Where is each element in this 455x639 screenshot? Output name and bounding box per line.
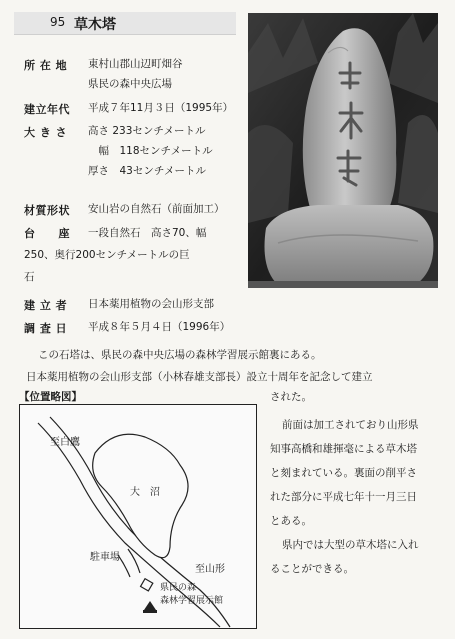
location-value [88, 54, 183, 94]
paragraph-4 [270, 533, 445, 581]
entry-number: 95 [50, 15, 66, 29]
monument-photo [248, 13, 438, 288]
paragraph-3-line-1: 前面は加工されており山形県 [282, 419, 419, 431]
survey-value [88, 317, 230, 337]
monument-photo-image [248, 13, 438, 288]
size-value [88, 121, 213, 181]
base-line-3: 石 [24, 271, 35, 283]
paragraph-3 [270, 413, 445, 533]
paragraph-1: この石塔は、県民の森中央広場の森林学習展示館裏にある。 [38, 349, 322, 361]
entry-title: 草木塔 [74, 17, 116, 33]
built-value-text: 平成７年11月３日（1995年） [88, 102, 234, 114]
entry-title-bar [14, 12, 236, 35]
map-label-onuma: 大 沼 [130, 487, 160, 498]
size-height: 高さ 233センチメートル [88, 125, 206, 137]
base-line-2: 250、奥行200センチメートルの巨 [24, 249, 190, 261]
map-label-parking: 駐車場 [90, 552, 120, 563]
builder-label: 建 立 者 [24, 299, 68, 312]
built-label: 建立年代 [24, 103, 70, 116]
builder-value [88, 294, 214, 314]
paragraph-3-line-2: 知事高橋和雄揮毫による草木塔 [270, 443, 417, 455]
size-width: 幅 118センチメートル [88, 145, 213, 157]
paragraph-2-continued: された。 [270, 391, 312, 403]
location-map [19, 404, 257, 629]
location-label: 所 在 地 [24, 59, 68, 72]
builder-value-text: 日本薬用植物の会山形支部 [88, 298, 214, 310]
material-value-text: 安山岩の自然石（前面加工） [88, 203, 225, 215]
paragraph-3-line-5: とある。 [270, 515, 312, 527]
paragraph-3-line-3: と刻まれている。裏面の削平さ [270, 467, 417, 479]
map-label-shirataka: 至白鷹 [50, 437, 80, 448]
base-line-1: 一段自然石 高さ70、幅 [88, 227, 207, 239]
paragraph-4-line-2: ることができる。 [270, 563, 354, 575]
base-label: 台 座 [24, 227, 70, 240]
paragraph-4-line-1: 県内では大型の草木塔に入れ [282, 539, 419, 551]
location-line-2: 県民の森中央広場 [88, 78, 172, 90]
location-line-1: 東村山郡山辺町畑谷 [88, 58, 183, 70]
map-label-museum-2: 森林学習展示館 [160, 596, 224, 606]
material-value [88, 199, 225, 219]
material-label: 材質形状 [24, 204, 70, 217]
map-title: 【位置略図】 [19, 391, 82, 403]
size-depth: 厚さ 43センチメートル [88, 165, 206, 177]
size-label: 大 き さ [24, 126, 68, 139]
paragraph-3-line-4: れた部分に平成七年十一月三日 [270, 491, 417, 503]
survey-label: 調 査 日 [24, 322, 68, 335]
map-label-museum-1: 県民の森 [160, 583, 197, 593]
survey-value-text: 平成８年５月４日（1996年） [88, 321, 231, 333]
map-label-yamagata: 至山形 [195, 564, 225, 575]
built-value [88, 98, 233, 118]
paragraph-2: 日本薬用植物の会山形支部（小林春雄支部長）設立十周年を記念して建立 [26, 371, 373, 383]
